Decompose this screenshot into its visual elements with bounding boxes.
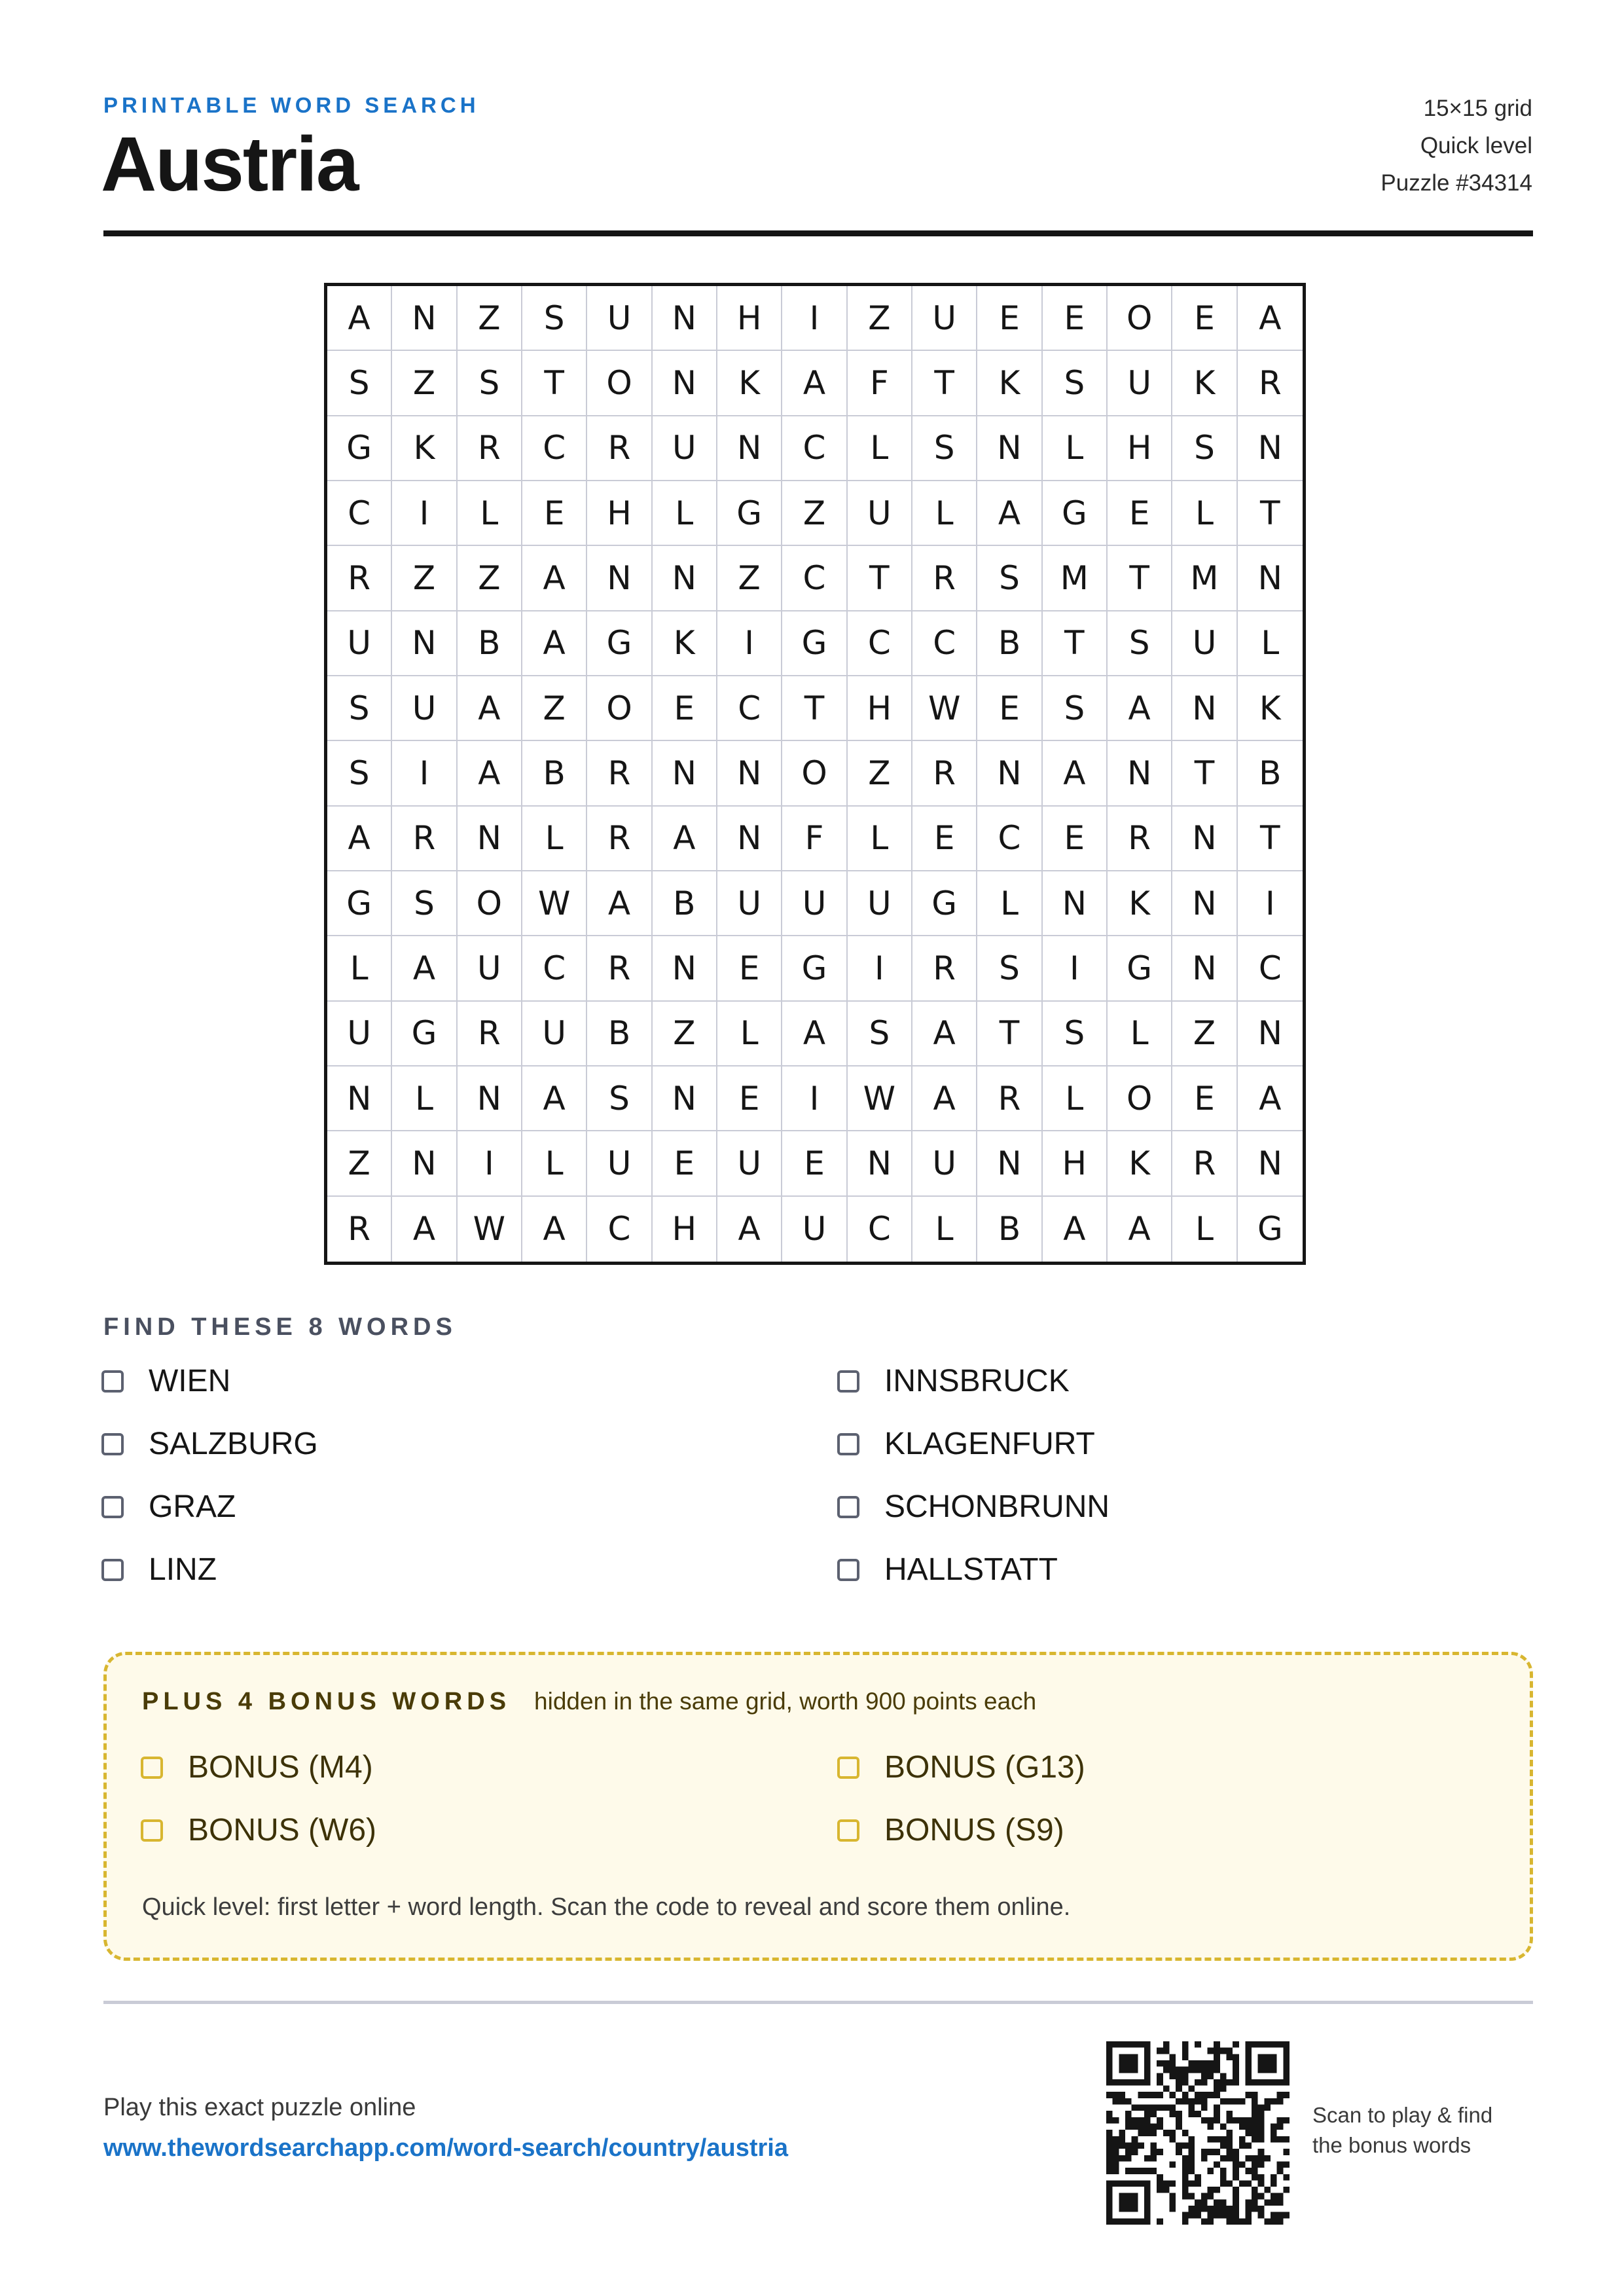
grid-cell[interactable]: N [458, 1066, 522, 1131]
letter-grid [324, 283, 1306, 1265]
grid-cell[interactable]: L [653, 481, 717, 546]
checkbox-icon[interactable] [837, 1819, 859, 1842]
grid-cell[interactable]: G [717, 481, 782, 546]
checkbox-icon[interactable] [837, 1559, 859, 1581]
grid-cell[interactable]: S [522, 286, 587, 351]
grid-cell[interactable]: O [587, 351, 652, 416]
grid-cell[interactable]: S [977, 546, 1042, 611]
grid-cell[interactable]: Z [458, 286, 522, 351]
grid-cell[interactable]: O [782, 741, 847, 806]
grid-cell[interactable]: S [1043, 1002, 1108, 1066]
grid-cell[interactable]: T [522, 351, 587, 416]
grid-cell[interactable]: N [1108, 741, 1172, 806]
word-label: WIEN [149, 1364, 231, 1398]
grid-cell[interactable]: C [977, 807, 1042, 871]
grid-cell[interactable]: A [327, 286, 392, 351]
grid-cell[interactable]: B [977, 1197, 1042, 1262]
grid-cell[interactable]: U [1108, 351, 1172, 416]
grid-cell[interactable]: Z [653, 1002, 717, 1066]
grid-cell[interactable]: W [522, 871, 587, 936]
word-label: SCHONBRUNN [884, 1489, 1110, 1524]
grid-cell[interactable]: A [977, 481, 1042, 546]
grid-cell[interactable]: N [717, 741, 782, 806]
grid-cell[interactable]: E [717, 936, 782, 1001]
grid-cell[interactable]: C [1238, 936, 1303, 1001]
grid-cell[interactable]: L [912, 1197, 977, 1262]
grid-cell[interactable]: L [392, 1066, 457, 1131]
grid-cell[interactable]: O [458, 871, 522, 936]
grid-cell[interactable]: E [522, 481, 587, 546]
grid-cell[interactable]: N [1238, 1131, 1303, 1196]
checkbox-icon[interactable] [837, 1757, 859, 1779]
grid-cell[interactable]: G [782, 611, 847, 676]
grid-cell[interactable]: N [653, 936, 717, 1001]
grid-cell[interactable]: K [653, 611, 717, 676]
grid-cell[interactable]: N [327, 1066, 392, 1131]
grid-cell[interactable]: G [1108, 936, 1172, 1001]
grid-cell[interactable]: C [717, 676, 782, 741]
grid-cell[interactable]: R [1238, 351, 1303, 416]
grid-cell[interactable]: M [1043, 546, 1108, 611]
grid-cell[interactable]: N [977, 741, 1042, 806]
grid-cell[interactable]: L [1172, 481, 1237, 546]
checkbox-icon[interactable] [141, 1819, 163, 1842]
grid-cell[interactable]: R [912, 741, 977, 806]
grid-cell[interactable]: L [1043, 416, 1108, 481]
grid-cell[interactable]: C [912, 611, 977, 676]
grid-cell[interactable]: N [458, 807, 522, 871]
grid-cell[interactable]: T [1172, 741, 1237, 806]
grid-cell[interactable]: N [392, 611, 457, 676]
grid-cell[interactable]: A [327, 807, 392, 871]
grid-cell[interactable]: S [587, 1066, 652, 1131]
grid-cell[interactable]: I [717, 611, 782, 676]
grid-cell[interactable]: R [458, 416, 522, 481]
grid-cell[interactable]: L [1238, 611, 1303, 676]
grid-cell[interactable]: T [912, 351, 977, 416]
grid-cell[interactable]: F [782, 807, 847, 871]
grid-cell[interactable]: R [327, 546, 392, 611]
grid-cell[interactable]: S [912, 416, 977, 481]
grid-cell[interactable]: N [1172, 807, 1237, 871]
grid-cell[interactable]: G [782, 936, 847, 1001]
grid-cell[interactable]: U [327, 611, 392, 676]
grid-cell[interactable]: A [392, 1197, 457, 1262]
grid-cell[interactable]: Z [848, 286, 912, 351]
grid-cell[interactable]: E [653, 676, 717, 741]
grid-cell[interactable]: G [327, 416, 392, 481]
grid-cell[interactable]: N [653, 286, 717, 351]
grid-cell[interactable]: T [977, 1002, 1042, 1066]
bonus-label: BONUS (W6) [188, 1813, 376, 1848]
grid-cell[interactable]: Z [392, 351, 457, 416]
grid-cell[interactable]: R [392, 807, 457, 871]
grid-cell[interactable]: L [848, 807, 912, 871]
grid-cell[interactable]: U [1172, 611, 1237, 676]
grid-cell[interactable]: Z [717, 546, 782, 611]
grid-cell[interactable]: U [392, 676, 457, 741]
grid-cell[interactable]: A [912, 1066, 977, 1131]
grid-cell[interactable]: R [327, 1197, 392, 1262]
checkbox-icon[interactable] [837, 1370, 859, 1393]
grid-cell[interactable]: T [848, 546, 912, 611]
grid-cell[interactable]: N [653, 741, 717, 806]
grid-cell[interactable]: L [327, 936, 392, 1001]
find-words-heading: FIND THESE 8 WORDS [103, 1313, 457, 1341]
word-label: INNSBRUCK [884, 1364, 1070, 1398]
word-item[interactable] [837, 1363, 1070, 1399]
grid-cell[interactable]: C [587, 1197, 652, 1262]
grid-cell[interactable]: S [1108, 611, 1172, 676]
bonus-subheading: hidden in the same grid, worth 900 points each [534, 1688, 1037, 1715]
grid-cell[interactable]: B [522, 741, 587, 806]
grid-cell[interactable]: C [848, 611, 912, 676]
bonus-heading-label: PLUS 4 BONUS WORDS [142, 1688, 511, 1715]
grid-cell[interactable]: A [1238, 286, 1303, 351]
grid-cell[interactable]: S [1043, 676, 1108, 741]
grid-cell[interactable]: Z [327, 1131, 392, 1196]
grid-cell[interactable]: U [912, 286, 977, 351]
grid-cell[interactable]: N [587, 546, 652, 611]
grid-cell[interactable]: K [1238, 676, 1303, 741]
grid-cell[interactable]: Z [392, 546, 457, 611]
grid-cell[interactable]: R [587, 416, 652, 481]
grid-cell[interactable]: K [717, 351, 782, 416]
bonus-label: BONUS (M4) [188, 1750, 373, 1785]
grid-cell[interactable]: R [458, 1002, 522, 1066]
qr-code-icon[interactable] [1106, 2041, 1290, 2225]
puzzle-url-link[interactable]: www.thewordsearchapp.com/word-search/country/austria [103, 2134, 788, 2162]
bonus-item[interactable] [141, 1749, 373, 1785]
grid-cell[interactable]: N [1238, 1002, 1303, 1066]
grid-cell[interactable]: N [1238, 416, 1303, 481]
grid-cell[interactable]: K [1172, 351, 1237, 416]
grid-cell[interactable]: S [1172, 416, 1237, 481]
grid-cell[interactable]: A [717, 1197, 782, 1262]
grid-cell[interactable]: L [458, 481, 522, 546]
grid-cell[interactable]: G [327, 871, 392, 936]
grid-cell[interactable]: L [717, 1002, 782, 1066]
scan-caption-line: Scan to play & find [1312, 2103, 1493, 2127]
grid-cell[interactable]: H [587, 481, 652, 546]
grid-cell[interactable]: L [522, 807, 587, 871]
grid-cell[interactable]: G [1257, 1210, 1283, 1248]
grid-cell[interactable]: T [1238, 481, 1303, 546]
grid-cell[interactable]: I [782, 1066, 847, 1131]
grid-cell[interactable]: C [522, 936, 587, 1001]
grid-cell[interactable]: A [782, 351, 847, 416]
grid-cell[interactable]: N [392, 1131, 457, 1196]
grid-cell[interactable]: C [782, 546, 847, 611]
grid-cell[interactable]: S [327, 741, 392, 806]
scan-caption [1312, 2100, 1492, 2160]
grid-cell[interactable]: S [458, 351, 522, 416]
grid-cell[interactable]: N [1172, 936, 1237, 1001]
grid-cell[interactable]: I [848, 936, 912, 1001]
grid-cell[interactable]: U [327, 1002, 392, 1066]
grid-cell[interactable]: E [977, 286, 1042, 351]
grid-cell[interactable]: T [782, 676, 847, 741]
checkbox-icon[interactable] [101, 1370, 124, 1393]
grid-cell[interactable]: T [1238, 807, 1303, 871]
grid-cell[interactable]: U [782, 1197, 847, 1262]
bonus-label: BONUS (G13) [884, 1750, 1085, 1785]
grid-cell[interactable]: L [1172, 1197, 1237, 1262]
grid-cell[interactable]: L [848, 416, 912, 481]
grid-cell[interactable]: K [1108, 871, 1172, 936]
grid-cell[interactable]: C [522, 416, 587, 481]
grid-cell[interactable]: U [522, 1002, 587, 1066]
grid-cell[interactable]: R [587, 807, 652, 871]
grid-cell[interactable]: A [1108, 676, 1172, 741]
grid-cell[interactable]: A [522, 1066, 587, 1131]
checkbox-icon[interactable] [101, 1433, 124, 1455]
grid-cell[interactable]: R [977, 1066, 1042, 1131]
checkbox-icon[interactable] [837, 1433, 859, 1455]
grid-cell[interactable]: A [522, 1197, 587, 1262]
grid-cell[interactable]: A [1238, 1066, 1303, 1131]
grid-cell[interactable]: A [653, 807, 717, 871]
bonus-item[interactable] [837, 1749, 1085, 1785]
grid-cell[interactable]: H [1108, 416, 1172, 481]
grid-cell[interactable]: E [977, 676, 1042, 741]
grid-cell[interactable]: I [458, 1131, 522, 1196]
grid-cell[interactable]: C [782, 416, 847, 481]
word-item[interactable] [101, 1489, 236, 1525]
word-label: HALLSTATT [884, 1552, 1058, 1587]
grid-cell[interactable]: O [1108, 1066, 1172, 1131]
grid-cell[interactable]: C [848, 1197, 912, 1262]
grid-cell[interactable]: H [653, 1197, 717, 1262]
grid-size-label: 15×15 grid [1423, 96, 1532, 121]
grid-cell[interactable]: Z [848, 741, 912, 806]
grid-cell[interactable]: A [522, 546, 587, 611]
grid-cell[interactable]: G [1043, 481, 1108, 546]
grid-cell[interactable]: L [1043, 1066, 1108, 1131]
grid-cell[interactable]: E [1172, 286, 1237, 351]
grid-cell[interactable]: N [977, 1131, 1042, 1196]
grid-cell[interactable]: N [848, 1131, 912, 1196]
grid-cell[interactable]: I [392, 481, 457, 546]
grid-cell[interactable]: A [458, 676, 522, 741]
puzzle-number-label: Puzzle #34314 [1380, 170, 1532, 196]
grid-cell[interactable]: M [1172, 546, 1237, 611]
grid-cell[interactable]: N [653, 351, 717, 416]
header-divider [103, 230, 1533, 236]
grid-cell[interactable]: N [653, 1066, 717, 1131]
grid-cell[interactable]: Z [1172, 1002, 1237, 1066]
grid-cell[interactable]: N [977, 416, 1042, 481]
grid-cell[interactable]: K [977, 351, 1042, 416]
grid-cell[interactable]: A [1043, 1197, 1108, 1262]
grid-cell[interactable]: H [717, 286, 782, 351]
grid-cell[interactable]: F [848, 351, 912, 416]
grid-cell[interactable]: R [587, 936, 652, 1001]
grid-cell[interactable]: R [1172, 1131, 1237, 1196]
grid-cell[interactable]: I [782, 286, 847, 351]
word-item[interactable] [837, 1426, 1095, 1462]
eyebrow-label: PRINTABLE WORD SEARCH [103, 93, 480, 117]
word-label: LINZ [149, 1552, 217, 1587]
grid-cell[interactable]: S [977, 936, 1042, 1001]
grid-cell[interactable]: L [522, 1131, 587, 1196]
grid-cell[interactable]: E [1043, 286, 1108, 351]
grid-cell[interactable]: N [653, 546, 717, 611]
grid-cell[interactable]: R [912, 546, 977, 611]
grid-cell[interactable]: G [392, 1002, 457, 1066]
grid-cell[interactable]: I [1238, 871, 1303, 936]
grid-cell[interactable]: W [848, 1066, 912, 1131]
grid-cell[interactable]: N [1043, 871, 1108, 936]
grid-cell[interactable]: S [327, 351, 392, 416]
grid-cell[interactable]: S [327, 676, 392, 741]
grid-cell[interactable]: E [912, 807, 977, 871]
grid-cell[interactable]: E [717, 1066, 782, 1131]
grid-cell[interactable]: E [1108, 481, 1172, 546]
grid-cell[interactable]: B [587, 1002, 652, 1066]
grid-cell[interactable]: A [458, 741, 522, 806]
play-online-text: Play this exact puzzle online [103, 2094, 416, 2121]
grid-cell[interactable]: B [1238, 741, 1303, 806]
word-item[interactable] [101, 1552, 217, 1588]
grid-cell[interactable]: L [912, 481, 977, 546]
grid-cell[interactable]: I [1043, 936, 1108, 1001]
page-title: Austria [101, 121, 358, 208]
grid-cell[interactable]: A [522, 611, 587, 676]
grid-cell[interactable]: A [392, 936, 457, 1001]
grid-cell[interactable]: B [458, 611, 522, 676]
grid-cell[interactable]: B [977, 611, 1042, 676]
grid-cell[interactable]: A [912, 1002, 977, 1066]
grid-cell[interactable]: U [653, 416, 717, 481]
word-label: KLAGENFURT [884, 1427, 1095, 1461]
checkbox-icon[interactable] [101, 1559, 124, 1581]
grid-cell[interactable]: U [458, 936, 522, 1001]
grid-cell[interactable]: N [717, 416, 782, 481]
word-item[interactable] [101, 1363, 230, 1399]
grid-cell[interactable]: N [717, 807, 782, 871]
grid-cell[interactable]: U [717, 1131, 782, 1196]
grid-cell[interactable]: G [912, 871, 977, 936]
footer-divider [103, 2001, 1533, 2004]
grid-cell[interactable]: U [587, 286, 652, 351]
grid-cell[interactable]: L [977, 871, 1042, 936]
grid-cell[interactable]: U [782, 871, 847, 936]
grid-cell[interactable]: A [1108, 1197, 1172, 1262]
grid-cell[interactable]: U [848, 481, 912, 546]
grid-cell[interactable]: H [848, 676, 912, 741]
word-label: SALZBURG [149, 1427, 318, 1461]
scan-caption-line: the bonus words [1312, 2133, 1471, 2157]
grid-cell[interactable]: U [912, 1131, 977, 1196]
grid-cell[interactable]: W [912, 676, 977, 741]
grid-cell[interactable]: L [1108, 1002, 1172, 1066]
grid-cell[interactable]: N [1172, 676, 1237, 741]
grid-cell[interactable]: R [587, 741, 652, 806]
grid-cell[interactable]: T [1108, 546, 1172, 611]
grid-cell[interactable]: Z [522, 676, 587, 741]
bonus-item[interactable] [837, 1812, 1064, 1848]
grid-cell[interactable]: B [653, 871, 717, 936]
level-label: Quick level [1420, 133, 1532, 158]
grid-cell[interactable]: E [653, 1131, 717, 1196]
grid-cell[interactable]: Z [458, 546, 522, 611]
grid-cell[interactable]: Z [782, 481, 847, 546]
bonus-item[interactable] [141, 1812, 376, 1848]
grid-cell[interactable]: U [717, 871, 782, 936]
checkbox-icon[interactable] [837, 1496, 859, 1518]
grid-cell[interactable]: R [1108, 807, 1172, 871]
word-label: GRAZ [149, 1489, 236, 1524]
grid-cell[interactable]: E [1043, 807, 1108, 871]
grid-cell[interactable]: S [848, 1002, 912, 1066]
grid-cell[interactable]: A [1043, 741, 1108, 806]
grid-cell[interactable]: H [1043, 1131, 1108, 1196]
bonus-label: BONUS (S9) [884, 1813, 1064, 1848]
grid-cell[interactable]: A [587, 871, 652, 936]
grid-cell[interactable]: N [1238, 546, 1303, 611]
grid-cell[interactable]: O [587, 676, 652, 741]
grid-cell[interactable]: S [392, 871, 457, 936]
word-item[interactable] [837, 1489, 1110, 1525]
grid-cell[interactable]: O [1108, 286, 1172, 351]
grid-cell[interactable]: I [392, 741, 457, 806]
grid-cell[interactable]: W [458, 1197, 522, 1262]
grid-cell[interactable]: N [1172, 871, 1237, 936]
grid-cell[interactable]: C [327, 481, 392, 546]
grid-cell[interactable]: G [587, 611, 652, 676]
grid-cell[interactable]: U [587, 1131, 652, 1196]
grid-cell[interactable]: R [912, 936, 977, 1001]
word-item[interactable] [837, 1552, 1058, 1588]
grid-cell[interactable]: T [1043, 611, 1108, 676]
grid-cell[interactable]: K [392, 416, 457, 481]
bonus-note: Quick level: first letter + word length. Scan the code to reveal and score them online. [142, 1893, 1071, 1921]
grid-cell[interactable]: E [782, 1131, 847, 1196]
grid-cell[interactable]: N [392, 286, 457, 351]
grid-cell[interactable]: U [848, 871, 912, 936]
grid-cell[interactable]: S [1043, 351, 1108, 416]
checkbox-icon[interactable] [141, 1757, 163, 1779]
grid-cell[interactable]: A [782, 1002, 847, 1066]
grid-cell[interactable]: K [1108, 1131, 1172, 1196]
word-item[interactable] [101, 1426, 318, 1462]
checkbox-icon[interactable] [101, 1496, 124, 1518]
grid-cell[interactable]: E [1172, 1066, 1237, 1131]
bonus-heading [142, 1688, 1036, 1716]
